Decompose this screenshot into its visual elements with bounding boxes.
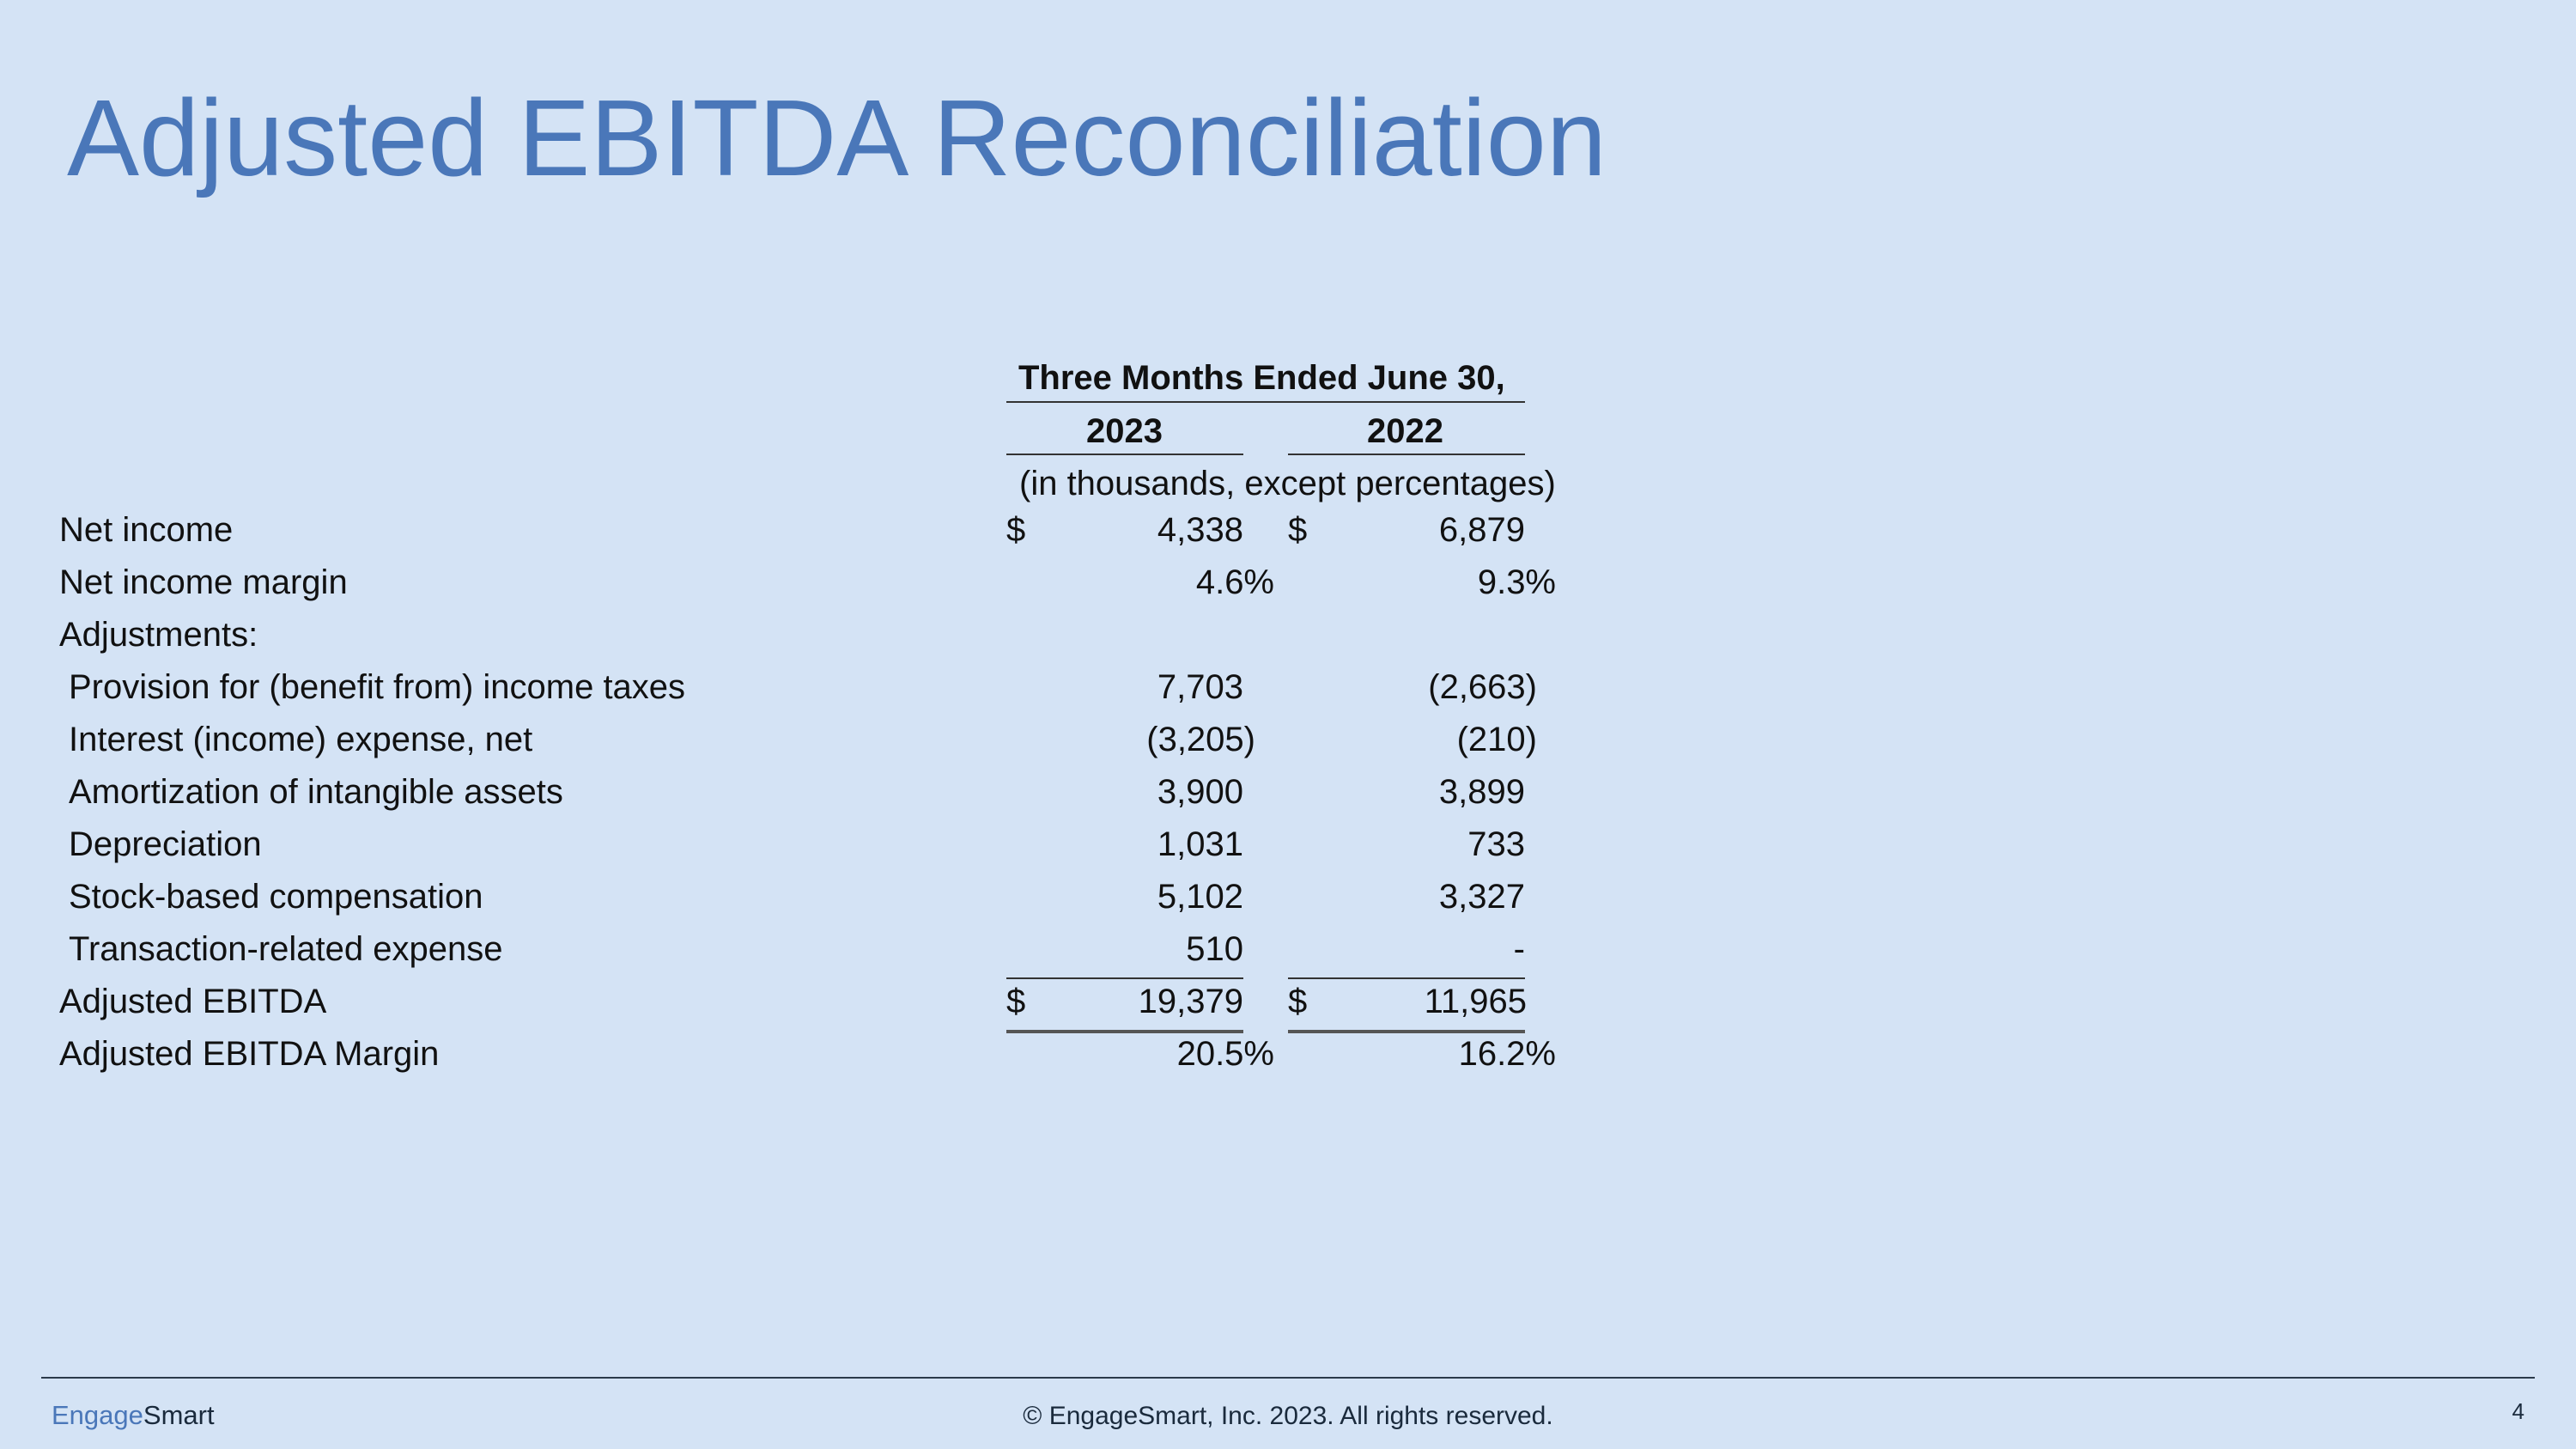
page-title: Adjusted EBITDA Reconciliation: [67, 77, 1607, 198]
period-header-rule: [1006, 401, 1525, 403]
row-label-depreciation: Depreciation: [69, 825, 262, 863]
currency-symbol: $: [1006, 511, 1026, 549]
row-label-amortization: Amortization of intangible assets: [69, 773, 563, 811]
row-label-net-income: Net income: [59, 511, 234, 549]
row-label-transaction-expense: Transaction-related expense: [69, 930, 503, 968]
value-2023-adjusted-ebitda-margin: 20.5%: [1176, 1035, 1274, 1073]
logo-text-engage: Engage: [52, 1400, 143, 1430]
footer-divider: [41, 1377, 2535, 1379]
total-rule-2022: [1288, 1030, 1525, 1033]
value-2023-net-income-margin: 4.6%: [1195, 563, 1274, 601]
value-2023-net-income: 4,338: [1157, 511, 1243, 549]
logo-text-smart: Smart: [143, 1400, 215, 1430]
value-2023-interest: (3,205): [1146, 721, 1255, 758]
page-number: 4: [2512, 1398, 2524, 1424]
value-2022-net-income-margin: 9.3%: [1477, 563, 1556, 601]
value-2023-depreciation: 1,031: [1157, 825, 1243, 863]
value-2022-adjusted-ebitda: 11,965: [1424, 983, 1527, 1020]
year-2023-header: 2023: [1086, 412, 1163, 450]
period-header: Three Months Ended June 30,: [1018, 359, 1505, 397]
unit-note: (in thousands, except percentages): [1019, 465, 1556, 502]
value-2022-interest: (210): [1456, 721, 1537, 758]
row-label-adjusted-ebitda: Adjusted EBITDA: [59, 983, 327, 1020]
currency-symbol: $: [1288, 983, 1308, 1020]
row-label-stock-compensation: Stock-based compensation: [69, 878, 483, 916]
value-2022-stock-compensation: 3,327: [1438, 878, 1525, 916]
row-label-adjusted-ebitda-margin: Adjusted EBITDA Margin: [59, 1035, 440, 1073]
value-2022-amortization: 3,899: [1438, 773, 1525, 811]
value-2022-adjusted-ebitda-margin: 16.2%: [1458, 1035, 1556, 1073]
row-label-income-taxes: Provision for (benefit from) income taxes: [69, 668, 686, 706]
value-2022-transaction-expense: -: [1513, 930, 1525, 968]
year-2022-header: 2022: [1367, 412, 1443, 450]
year-2023-rule: [1006, 454, 1243, 455]
value-2022-net-income: 6,879: [1438, 511, 1525, 549]
year-2022-rule: [1288, 454, 1525, 455]
row-label-interest: Interest (income) expense, net: [69, 721, 533, 758]
subtotal-rule-2022: [1288, 977, 1525, 979]
value-2023-stock-compensation: 5,102: [1157, 878, 1243, 916]
value-2023-transaction-expense: 510: [1186, 930, 1243, 968]
currency-symbol: $: [1006, 983, 1026, 1020]
currency-symbol: $: [1288, 511, 1308, 549]
value-2023-amortization: 3,900: [1157, 773, 1243, 811]
subtotal-rule-2023: [1006, 977, 1243, 979]
row-label-net-income-margin: Net income margin: [59, 563, 348, 601]
value-2023-adjusted-ebitda: 19,379: [1138, 983, 1243, 1020]
row-label-adjustments: Adjustments:: [59, 616, 258, 654]
value-2022-income-taxes: (2,663): [1428, 668, 1537, 706]
copyright-notice: © EngageSmart, Inc. 2023. All rights reserved.: [1023, 1402, 1553, 1430]
value-2022-depreciation: 733: [1467, 825, 1525, 863]
total-rule-2023: [1006, 1030, 1243, 1033]
value-2023-income-taxes: 7,703: [1157, 668, 1243, 706]
